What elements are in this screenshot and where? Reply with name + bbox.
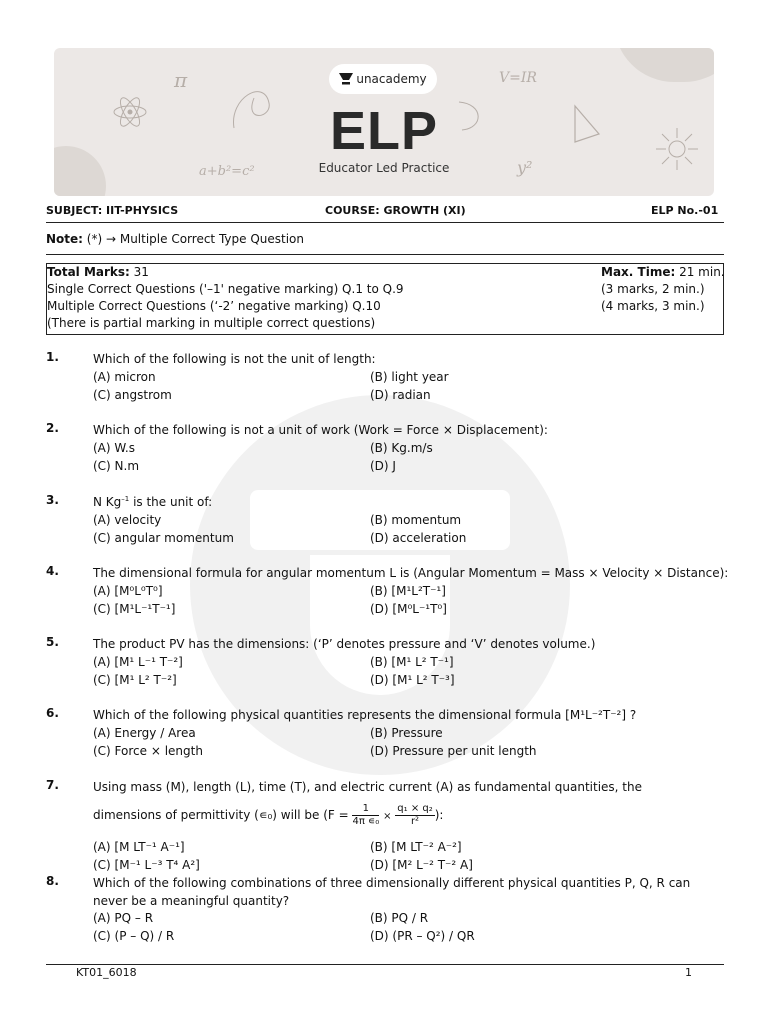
- note-label: Note:: [46, 232, 83, 246]
- option-d: (D) (PR – Q²) / QR: [370, 929, 475, 943]
- option-a: (A) [M¹ L⁻¹ T⁻²]: [93, 655, 183, 669]
- option-b: (B) Kg.m/s: [370, 441, 433, 455]
- option-b: (B) PQ / R: [370, 911, 429, 925]
- option-b: (B) [M¹L²T⁻¹]: [370, 584, 446, 598]
- question-stem-formula: dimensions of permittivity (∊₀) will be (F = $\frac{1}{\text{4π ∊₀}}$ × $\frac{\text{q₁ × q₂}}{\text{r²}}$ ):: [93, 803, 444, 827]
- question-7: [46, 778, 726, 874]
- pi-decoration: π: [174, 68, 188, 92]
- option-d: (D) radian: [370, 388, 431, 402]
- question-number: 4.: [46, 564, 59, 578]
- question-number: 1.: [46, 350, 59, 364]
- question-1: [46, 350, 726, 404]
- option-c: (C) [M⁻¹ L⁻³ T⁴ A²]: [93, 858, 200, 872]
- document-code: KT01_6018: [76, 966, 137, 979]
- option-b: (B) momentum: [370, 513, 462, 527]
- note-text: (*) → Multiple Correct Type Question: [86, 232, 304, 246]
- option-a: (A) [M⁰L⁰T⁰]: [93, 584, 163, 598]
- y-squared-decoration: y²: [517, 158, 533, 177]
- elp-number: ELP No.-01: [651, 204, 719, 217]
- question-number: 6.: [46, 706, 59, 720]
- question-stem: Which of the following physical quantities represents the dimensional formula [M¹L⁻²T⁻²] ?: [93, 708, 637, 722]
- option-d: (D) [M² L⁻² T⁻² A]: [370, 858, 473, 872]
- question-stem: The product PV has the dimensions: (‘P’ denotes pressure and ‘V’ denotes volume.): [93, 637, 596, 651]
- option-a: (A) velocity: [93, 513, 162, 527]
- page-number: 1: [685, 966, 692, 979]
- question-2: [46, 421, 726, 475]
- question-number: 7.: [46, 778, 59, 792]
- question-stem: Using mass (M), length (L), time (T), and electric current (A) as fundamental quantities, the: [93, 780, 642, 794]
- question-number: 5.: [46, 635, 59, 649]
- question-number: 2.: [46, 421, 59, 435]
- option-d: (D) acceleration: [370, 531, 467, 545]
- banner-title: ELP: [329, 101, 439, 161]
- option-b: (B) light year: [370, 370, 449, 384]
- max-time: Max. Time: 21 min.: [601, 265, 725, 279]
- marks-box: [46, 263, 724, 335]
- brand-name: unacademy: [356, 72, 427, 86]
- question-number: 3.: [46, 493, 59, 507]
- question-stem: Which of the following combinations of three dimensionally different physical quantities P, Q, R can: [93, 876, 691, 890]
- option-c: (C) [M¹L⁻¹T⁻¹]: [93, 602, 176, 616]
- option-a: (A) micron: [93, 370, 156, 384]
- option-c: (C) N.m: [93, 459, 140, 473]
- header-banner: [54, 48, 714, 196]
- question-stem: Which of the following is not a unit of work (Work = Force × Displacement):: [93, 423, 548, 437]
- single-correct-info: Single Correct Questions ('–1' negative marking) Q.1 to Q.9: [47, 282, 404, 296]
- option-c: (C) angular momentum: [93, 531, 234, 545]
- question-stem: Which of the following is not the unit of length:: [93, 352, 376, 366]
- question-stem: N $Kg^{-1}$ is the unit of:: [93, 495, 213, 509]
- note: [46, 232, 304, 246]
- banner-subtitle: Educator Led Practice: [318, 161, 450, 175]
- multiple-correct-info: Multiple Correct Questions (‘-2’ negative marking) Q.10: [47, 299, 381, 313]
- option-c: (C) Force × length: [93, 744, 203, 758]
- option-a: (A) Energy / Area: [93, 726, 196, 740]
- option-a: (A) [M LT⁻¹ A⁻¹]: [93, 840, 185, 854]
- multiple-correct-marks: (4 marks, 3 min.): [601, 299, 705, 313]
- ohm-law-decoration: V=IR: [499, 70, 537, 86]
- partial-marking-note: (There is partial marking in multiple correct questions): [47, 316, 376, 330]
- question-stem: The dimensional formula for angular momentum L is (Angular Momentum = Mass × Velocity × Distance):: [93, 566, 729, 580]
- unacademy-logo-icon: [339, 73, 353, 85]
- option-c: (C) angstrom: [93, 388, 172, 402]
- option-b: (B) [M LT⁻² A⁻²]: [370, 840, 462, 854]
- question-number: 8.: [46, 874, 59, 888]
- subject-label: SUBJECT: IIT-PHYSICS: [46, 204, 179, 217]
- course-label: COURSE: GROWTH (XI): [325, 204, 466, 217]
- option-b: (B) [M¹ L² T⁻¹]: [370, 655, 454, 669]
- question-6: [46, 706, 726, 760]
- option-a: (A) PQ – R: [93, 911, 154, 925]
- total-marks: Total Marks: 31: [47, 265, 149, 279]
- question-3: [46, 493, 726, 547]
- option-d: (D) Pressure per unit length: [370, 744, 537, 758]
- option-c: (C) [M¹ L² T⁻²]: [93, 673, 177, 687]
- question-8: [46, 874, 726, 946]
- equation-decoration: a+b²=c²: [199, 164, 255, 179]
- option-b: (B) Pressure: [370, 726, 443, 740]
- note-divider: [46, 254, 724, 255]
- option-d: (D) [M⁰L⁻¹T⁰]: [370, 602, 447, 616]
- option-c: (C) (P – Q) / R: [93, 929, 175, 943]
- question-stem-continued: never be a meaningful quantity?: [93, 894, 290, 908]
- footer-divider: [46, 964, 724, 965]
- option-d: (D) J: [370, 459, 396, 473]
- header-divider: [46, 222, 724, 223]
- brand-logo: [329, 64, 437, 94]
- fraction-charges: $\frac{\text{q₁ × q₂}}{\text{r²}}$: [397, 803, 433, 827]
- question-4: [46, 564, 729, 618]
- option-d: (D) [M¹ L² T⁻³]: [370, 673, 455, 687]
- option-a: (A) W.s: [93, 441, 135, 455]
- fraction-coulomb-constant: $\frac{1}{\text{4π ∊₀}}$: [352, 803, 380, 827]
- question-5: [46, 635, 726, 689]
- single-correct-marks: (3 marks, 2 min.): [601, 282, 705, 296]
